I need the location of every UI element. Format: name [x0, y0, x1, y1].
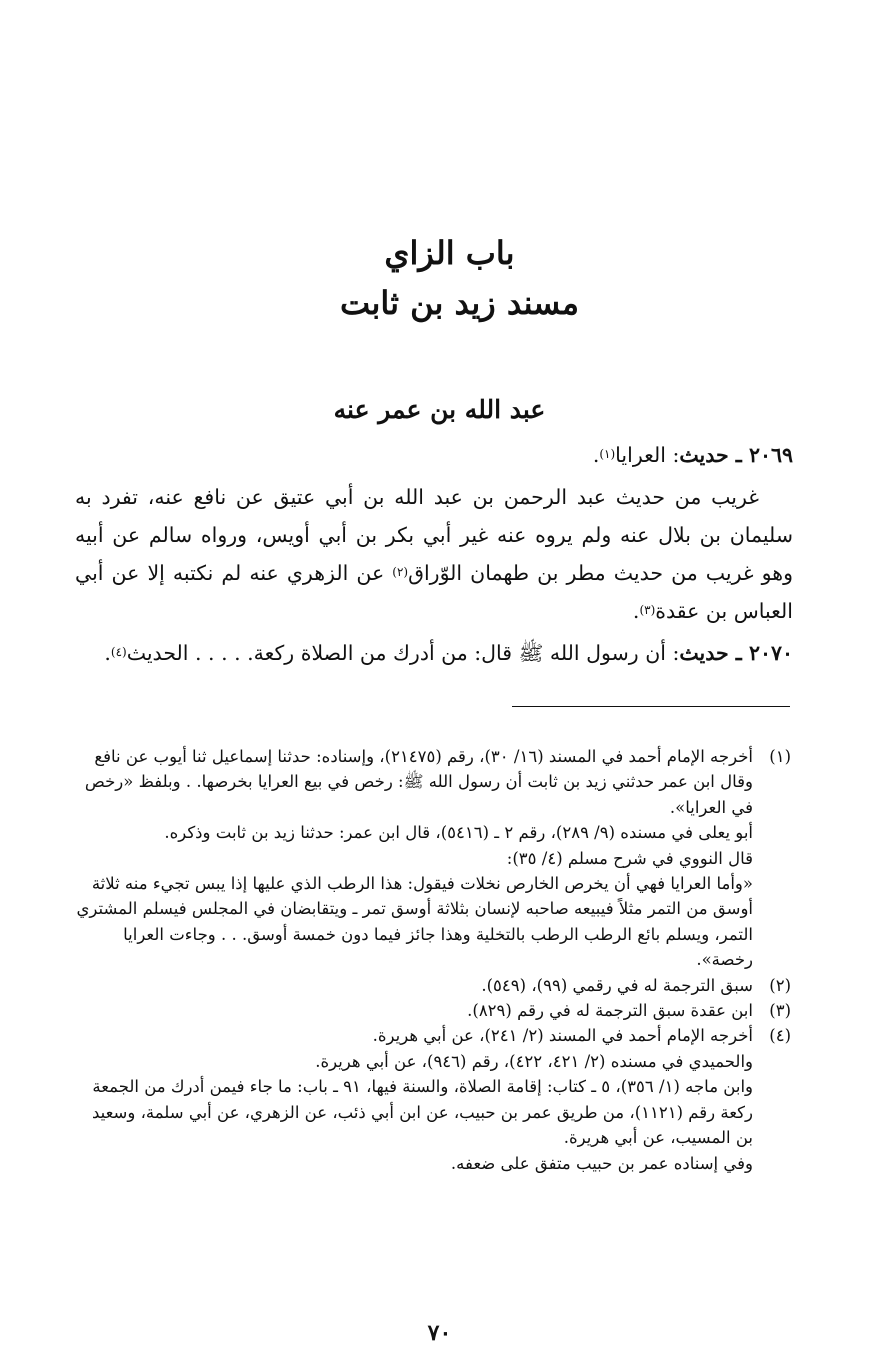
footnote-line: ابن عقدة سبق الترجمة له في رقم (٨٢٩).: [467, 1001, 753, 1021]
section-title: عبد الله بن عمر عنه: [333, 395, 546, 424]
footnote-number: (٤): [769, 1026, 791, 1046]
hadith-text: : العرايا: [615, 443, 680, 467]
hadith-number: ٢٠٧٠: [748, 641, 793, 665]
footnote-line: سبق الترجمة له في رقمي (٩٩)، (٥٤٩).: [481, 975, 753, 995]
footnote-ref: (٢): [392, 565, 409, 579]
footnote-number: (١): [769, 747, 791, 766]
footnote-line: والحميدي في مسنده (٢/ ٤٢١، ٤٢٢)، رقم (٩٤٦)، عن أبي هريرة.: [315, 1051, 753, 1071]
chapter-title: باب الزاي: [384, 234, 515, 272]
hadith-entry-2069: [75, 436, 793, 474]
footnote-number: (٢): [769, 975, 791, 995]
hadith-keyword: حديث: [679, 443, 729, 467]
hadith-entry-2070: [75, 634, 793, 672]
hadith-end: .: [104, 641, 111, 665]
hadith-dash: ـ: [728, 641, 749, 665]
footnote-number: (٣): [769, 1001, 791, 1021]
footnote-line: أخرجه الإمام أحمد في المسند (١٦/ ٣٠)، رقم (٢١٤٧٥)، وإسناده: حدثنا إسماعيل ثنا أيوب عن نافع وقال ابن عمر حدثني زيد بن ثابت أن رسول الله ﷺ: رخص في بيع العرايا بخرصها. . وبلفظ «رخص في العرايا».: [84, 747, 753, 817]
page-number: ٧٠: [427, 1320, 452, 1346]
footnote-2: [75, 973, 791, 998]
hadith-dash: ـ: [728, 443, 749, 467]
footnote-3: [75, 998, 791, 1023]
musnad-title: مسند زيد بن ثابت: [340, 284, 579, 322]
hadith-number: ٢٠٦٩: [748, 443, 793, 467]
footnote-line: وابن ماجه (١/ ٣٥٦)، ٥ ـ كتاب: إقامة الصلاة، والسنة فيها، ٩١ ـ باب: ما جاء فيمن أدرك من الجمعة ركعة رقم (١١٢١)، من طريق عمر بن حبيب، عن ابن أبي ذئب، عن الزهري، عن أبي سلمة، وسعيد بن المسيب، عن أبي هريرة.: [91, 1077, 753, 1148]
footnote-ref: (٣): [639, 603, 656, 617]
headings-block: [0, 228, 879, 328]
footnote-line: أخرجه الإمام أحمد في المسند (٢/ ٢٤١)، عن أبي هريرة.: [372, 1026, 753, 1046]
footnote-1: [75, 744, 791, 973]
footnote-divider: [512, 706, 790, 707]
footnote-4: [75, 1023, 791, 1175]
footnote-line: وفي إسناده عمر بن حبيب متفق على ضعفه.: [450, 1153, 753, 1173]
footnote-quote: «وأما العرايا فهي أن يخرص الخارص نخلات فيقول: هذا الرطب الذي عليها إذا يبس تجيء منه ثلاثة أوسق من التمر مثلاً فيبيعه صاحبه لإنسان بثلاثة أوسق تمر ـ ويتقابضان في المجلس فيسلم المشتري التمر، ويسلم بائع الرطب الرطب بالتخلية وهذا جائز فيما دون خمسة أوسق. . . وجاءت العرايا رخصة».: [76, 874, 753, 970]
main-text: [75, 432, 793, 672]
footnote-line: أبو يعلى في مسنده (٩/ ٢٨٩)، رقم ٢ ـ (٥٤١٦)، قال ابن عمر: حدثنا زيد بن ثابت وذكره.: [164, 823, 753, 843]
footnote-ref: (١): [599, 447, 616, 461]
footnote-line: قال النووي في شرح مسلم (٤/ ٣٥):: [506, 848, 753, 868]
commentary-text: غريب من حديث عبد الرحمن بن عبد الله بن أبي عتيق عن نافع عنه، تفرد به سليمان بن بلال عنه ولم يروه عنه غير أبي بكر بن أبي أويس، ورواه سالم عن أبيه وهو غريب من حديث مطر بن طهمان الوّراق: [75, 485, 793, 585]
footnotes: [75, 744, 791, 1176]
commentary-paragraph: [75, 478, 793, 630]
hadith-keyword: حديث: [679, 641, 729, 665]
commentary-end: .: [632, 599, 640, 623]
hadith-text: : أن رسول الله ﷺ قال: من أدرك من الصلاة ركعة. . . . . الحديث: [126, 641, 680, 665]
commentary-text-2: عن الزهري عنه لم نكتبه إلا عن أبي العباس بن عقدة: [75, 561, 793, 623]
footnote-ref: (٤): [110, 645, 127, 659]
hadith-end: .: [592, 443, 600, 467]
